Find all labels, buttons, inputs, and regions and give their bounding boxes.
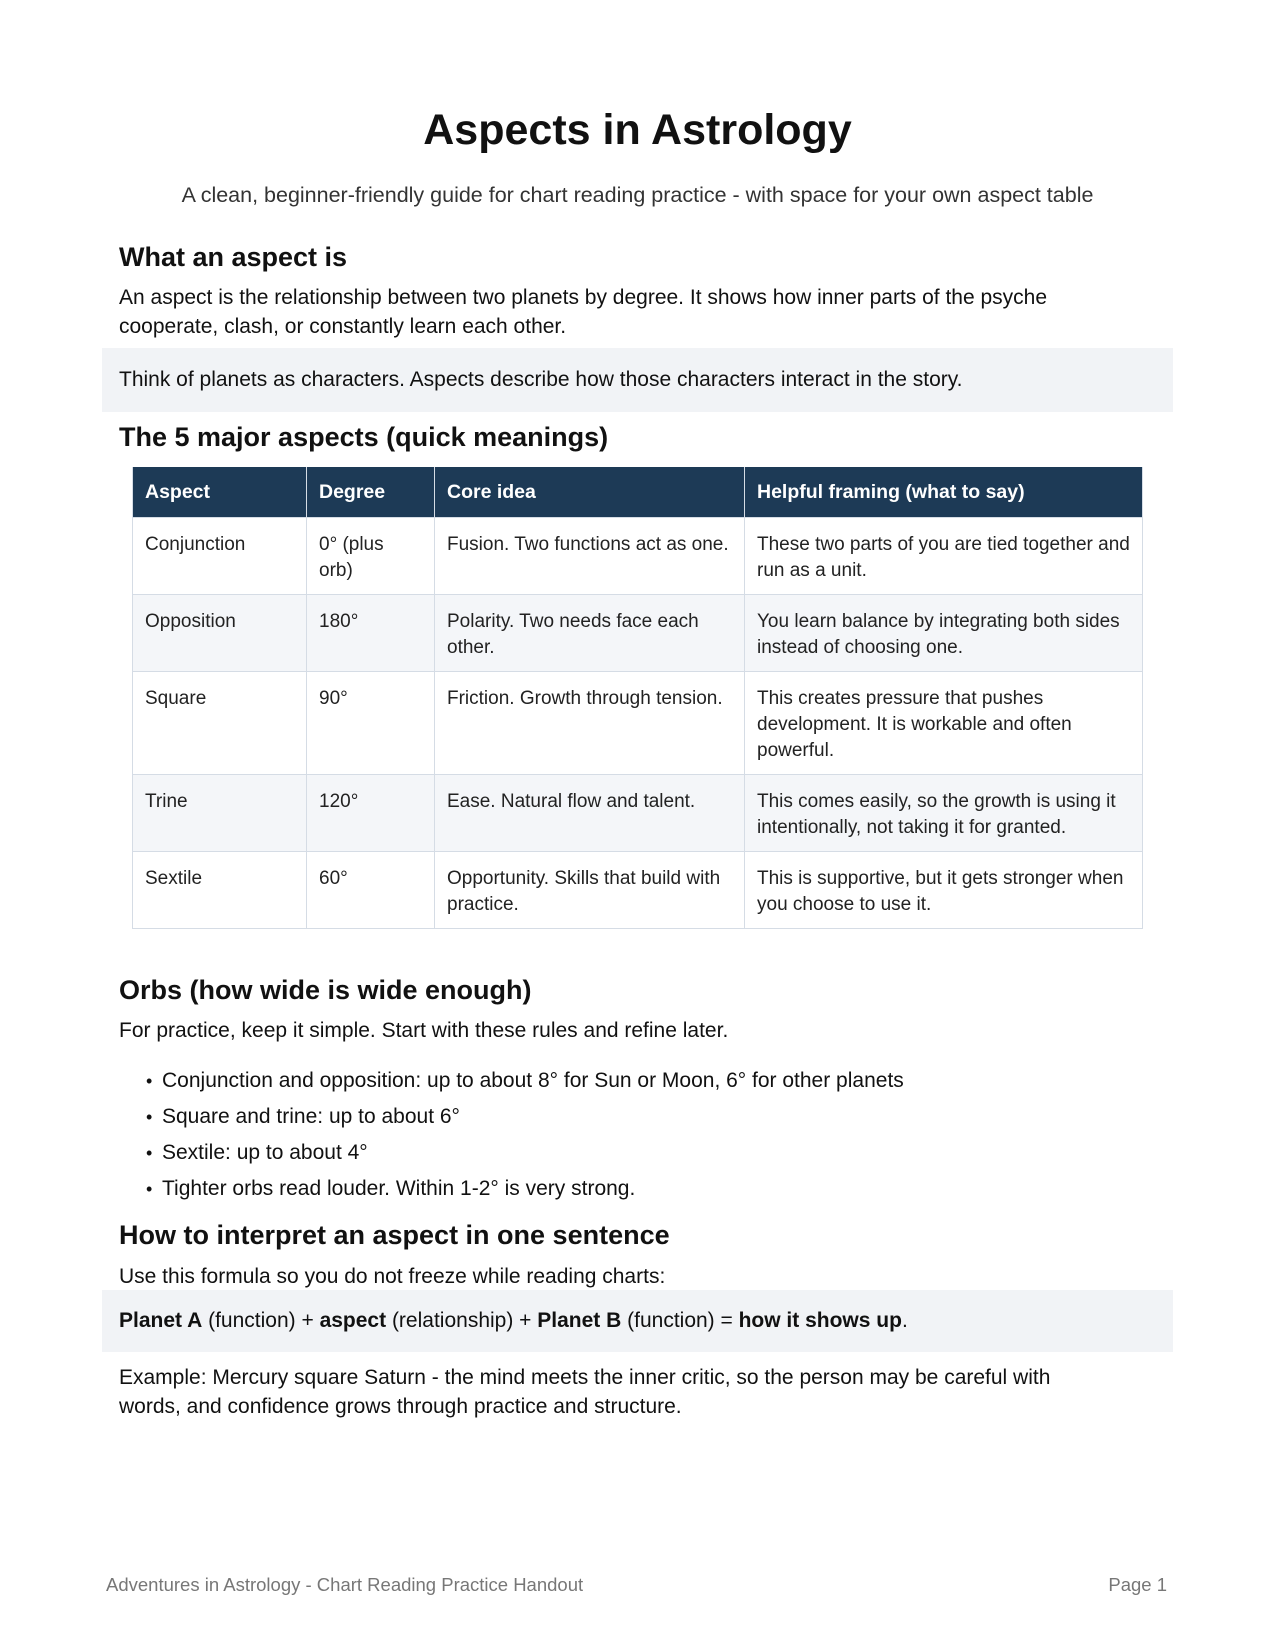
cell-core-idea: Opportunity. Skills that build with practice.: [435, 852, 745, 929]
example-paragraph: [119, 1363, 1169, 1421]
cell-aspect: Opposition: [133, 595, 307, 672]
orbs-bullet-list: [146, 1066, 904, 1210]
footer-source: Adventures in Astrology - Chart Reading Practice Handout: [106, 1574, 584, 1595]
cell-framing: You learn balance by integrating both sides instead of choosing one.: [745, 595, 1143, 672]
section-heading-orbs: Orbs (how wide is wide enough): [119, 975, 532, 1005]
list-item: • Conjunction and opposition: up to about 8° for Sun or Moon, 6° for other planets: [146, 1066, 904, 1102]
section-what-body-line-1: An aspect is the relationship between two planets by degree. It shows how inner parts of the psyche: [119, 286, 1048, 309]
list-item: • Square and trine: up to about 6°: [146, 1102, 904, 1138]
section-heading-major-aspects: The 5 major aspects (quick meanings): [119, 422, 609, 452]
cell-degree: 180°: [307, 595, 435, 672]
list-item: • Sextile: up to about 4°: [146, 1138, 904, 1174]
section-heading-what-an-aspect-is: What an aspect is: [119, 242, 348, 272]
interpret-intro: Use this formula so you do not freeze while reading charts:: [119, 1265, 666, 1288]
cell-degree: 60°: [307, 852, 435, 929]
table-row-sextile: [133, 852, 1143, 929]
cell-aspect: Square: [133, 672, 307, 775]
list-item: • Tighter orbs read louder. Within 1-2° is very strong.: [146, 1174, 904, 1210]
section-heading-interpret: How to interpret an aspect in one sentence: [119, 1220, 670, 1250]
planets-as-characters-callout: [102, 348, 1173, 412]
major-aspects-table: [132, 467, 1143, 929]
table-row-trine: [133, 775, 1143, 852]
cell-framing: This creates pressure that pushes development. It is workable and often powerful.: [745, 672, 1143, 775]
formula-callout: [102, 1290, 1173, 1352]
cell-aspect: Sextile: [133, 852, 307, 929]
cell-framing: These two parts of you are tied together and run as a unit.: [745, 518, 1143, 595]
orbs-intro: For practice, keep it simple. Start with these rules and refine later.: [119, 1019, 729, 1042]
column-header-helpful-framing: Helpful framing (what to say): [745, 467, 1143, 518]
cell-core-idea: Friction. Growth through tension.: [435, 672, 745, 775]
bullet-icon: •: [146, 1071, 153, 1091]
cell-core-idea: Polarity. Two needs face each other.: [435, 595, 745, 672]
formula-text: Planet A (function) + aspect (relationship) + Planet B (function) = how it shows up.: [119, 1309, 908, 1332]
bullet-icon: •: [146, 1107, 153, 1127]
table-row-opposition: [133, 595, 1143, 672]
callout-text: Think of planets as characters. Aspects describe how those characters interact in the story.: [119, 368, 963, 391]
cell-framing: This is supportive, but it gets stronger when you choose to use it.: [745, 852, 1143, 929]
cell-degree: 0° (plus orb): [307, 518, 435, 595]
cell-framing: This comes easily, so the growth is using it intentionally, not taking it for granted.: [745, 775, 1143, 852]
bullet-icon: •: [146, 1179, 153, 1199]
example-line-2: words, and confidence grows through practice and structure.: [119, 1395, 682, 1418]
cell-degree: 120°: [307, 775, 435, 852]
column-header-aspect: Aspect: [133, 467, 307, 518]
page-title: Aspects in Astrology: [423, 106, 852, 154]
cell-core-idea: Fusion. Two functions act as one.: [435, 518, 745, 595]
table-row-conjunction: [133, 518, 1143, 595]
table-row-square: [133, 672, 1143, 775]
cell-core-idea: Ease. Natural flow and talent.: [435, 775, 745, 852]
cell-aspect: Conjunction: [133, 518, 307, 595]
column-header-core-idea: Core idea: [435, 467, 745, 518]
bullet-icon: •: [146, 1143, 153, 1163]
column-header-degree: Degree: [307, 467, 435, 518]
section-what-body: [119, 283, 1169, 341]
section-what-body-line-2: cooperate, clash, or constantly learn each other.: [119, 315, 567, 338]
table-header-row: [133, 467, 1143, 518]
cell-degree: 90°: [307, 672, 435, 775]
cell-aspect: Trine: [133, 775, 307, 852]
example-line-1: Example: Mercury square Saturn - the mind meets the inner critic, so the person may be careful with: [119, 1366, 1051, 1389]
page-subtitle: A clean, beginner-friendly guide for chart reading practice - with space for your own aspect table: [181, 183, 1094, 207]
footer-page-number: Page 1: [1108, 1574, 1167, 1595]
